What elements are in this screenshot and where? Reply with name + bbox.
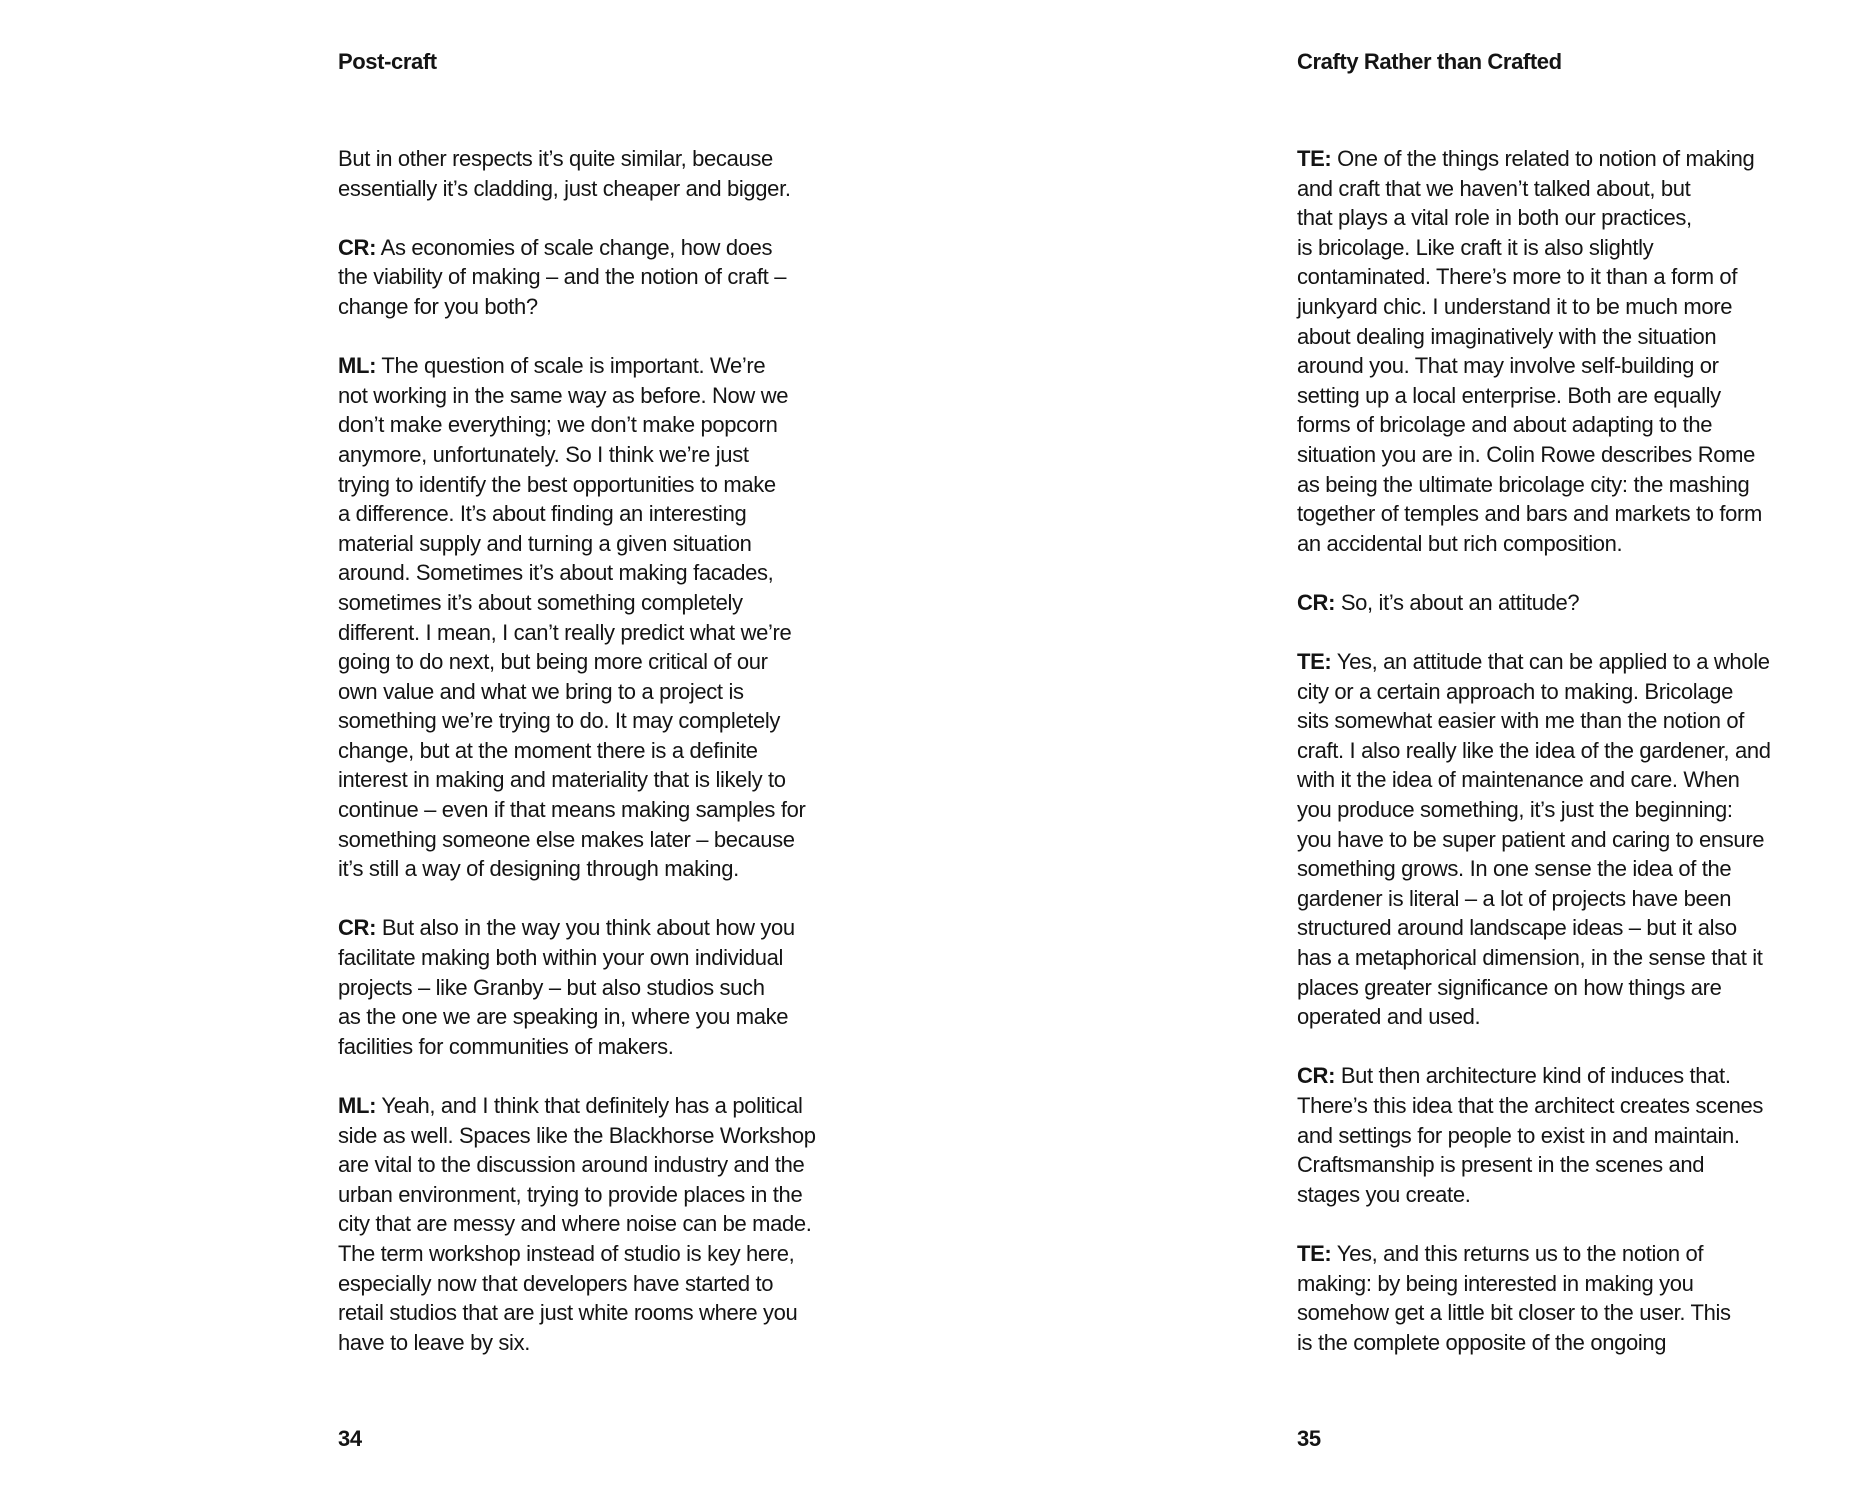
interview-paragraph: [1297, 1239, 1771, 1357]
text-line: [338, 233, 816, 263]
speaker-label: CR:: [338, 915, 377, 941]
line-text: sometimes it’s about something completely: [338, 589, 743, 615]
text-line: [1297, 292, 1771, 322]
text-line: [1297, 765, 1771, 795]
line-text: places greater significance on how things are: [1297, 974, 1722, 1000]
text-line: [338, 381, 816, 411]
line-text: is bricolage. Like craft it is also slightly: [1297, 234, 1654, 260]
line-text: are vital to the discussion around industry and the: [338, 1152, 805, 1178]
speaker-label: CR:: [338, 234, 377, 260]
line-text: as the one we are speaking in, where you make: [338, 1004, 789, 1030]
line-text: around. Sometimes it’s about making facades,: [338, 560, 774, 586]
text-line: [1297, 499, 1771, 529]
line-text: craft. I also really like the idea of the gardener, and: [1297, 737, 1771, 763]
text-line: [1297, 351, 1771, 381]
line-text: There’s this idea that the architect creates scenes: [1297, 1093, 1764, 1118]
text-line: [1297, 529, 1771, 559]
line-text: setting up a local enterprise. Both are equally: [1297, 382, 1721, 408]
speaker-label: CR:: [1297, 589, 1336, 615]
interview-paragraph: [1297, 1061, 1771, 1209]
line-text: an accidental but rich composition.: [1297, 530, 1623, 556]
text-line: [1297, 588, 1771, 618]
line-text: Yes, and this returns us to the notion of: [1336, 1240, 1704, 1266]
line-text: Yes, an attitude that can be applied to a whole: [1336, 649, 1770, 675]
page-number: 35: [1297, 1426, 1321, 1451]
line-text: together of temples and bars and markets to form: [1297, 501, 1762, 527]
line-text: But then architecture kind of induces that.: [1340, 1063, 1731, 1089]
line-text: change for you both?: [338, 293, 538, 319]
line-text: and settings for people to exist in and maintain.: [1297, 1122, 1740, 1148]
line-text: The question of scale is important. We’re: [381, 353, 766, 379]
text-line: [338, 410, 816, 440]
left-page: [338, 0, 898, 1500]
line-text: junkyard chic. I understand it to be much more: [1297, 293, 1733, 319]
line-text: not working in the same way as before. Now we: [338, 382, 789, 408]
text-line: [1297, 322, 1771, 352]
text-line: [338, 499, 816, 529]
text-line: [338, 736, 816, 766]
line-text: change, but at the moment there is a definite: [338, 737, 758, 763]
speaker-label: TE:: [1297, 1240, 1332, 1266]
text-line: [338, 1032, 816, 1062]
text-line: [1297, 913, 1771, 943]
text-line: [1297, 1298, 1771, 1328]
text-line: [338, 262, 816, 292]
text-line: [338, 677, 816, 707]
line-text: So, it’s about an attitude?: [1340, 589, 1580, 615]
text-line: [338, 529, 816, 559]
speaker-label: ML:: [338, 1093, 377, 1118]
line-text: a difference. It’s about finding an interesting: [338, 501, 747, 527]
text-line: [1297, 884, 1771, 914]
line-text: operated and used.: [1297, 1004, 1481, 1030]
text-line: [338, 1121, 816, 1151]
line-text: gardener is literal – a lot of projects have been: [1297, 885, 1732, 911]
line-text: facilities for communities of makers.: [338, 1033, 674, 1059]
text-line: [1297, 647, 1771, 677]
text-line: [338, 292, 816, 322]
line-text: But in other respects it’s quite similar, because: [338, 146, 773, 171]
text-line: [1297, 1239, 1771, 1269]
line-text: situation you are in. Colin Rowe describes Rome: [1297, 441, 1756, 467]
text-line: [1297, 706, 1771, 736]
text-line: [1297, 1061, 1771, 1091]
interview-paragraph: [338, 913, 816, 1061]
text-line: [338, 973, 816, 1003]
text-line: [338, 943, 816, 973]
line-text: you produce something, it’s just the beginning:: [1297, 797, 1733, 823]
text-line: [1297, 1269, 1771, 1299]
text-line: [338, 470, 816, 500]
line-text: something someone else makes later – because: [338, 826, 795, 852]
text-line: [1297, 381, 1771, 411]
text-line: [1297, 174, 1771, 204]
line-text: different. I mean, I can’t really predict what we’re: [338, 619, 792, 645]
interview-paragraph: [1297, 588, 1771, 618]
interview-paragraph: [338, 233, 816, 322]
text-line: [338, 1269, 816, 1299]
text-line: [1297, 677, 1771, 707]
text-line: [338, 174, 816, 204]
line-text: and craft that we haven’t talked about, but: [1297, 175, 1691, 201]
line-text: structured around landscape ideas – but it also: [1297, 915, 1737, 941]
text-line: [338, 913, 816, 943]
text-line: [338, 1150, 816, 1180]
paragraph: [338, 144, 816, 203]
text-line: [1297, 973, 1771, 1003]
line-text: material supply and turning a given situation: [338, 530, 752, 556]
line-text: anymore, unfortunately. So I think we’re just: [338, 441, 749, 467]
interview-paragraph: [1297, 144, 1771, 558]
line-text: something we’re trying to do. It may completely: [338, 708, 781, 734]
text-line: [338, 144, 816, 174]
speaker-label: ML:: [338, 353, 377, 379]
line-text: around you. That may involve self-building or: [1297, 353, 1719, 379]
speaker-label: CR:: [1297, 1063, 1336, 1089]
line-text: stages you create.: [1297, 1181, 1471, 1207]
text-line: [338, 854, 816, 884]
text-line: [338, 765, 816, 795]
text-line: [338, 647, 816, 677]
text-line: [1297, 825, 1771, 855]
line-text: it’s still a way of designing through making.: [338, 856, 739, 882]
page-number: 34: [338, 1426, 362, 1451]
line-text: As economies of scale change, how does: [380, 234, 773, 260]
running-head: Post-craft: [338, 49, 437, 74]
text-line: [338, 1328, 816, 1358]
text-line: [338, 1180, 816, 1210]
running-head: Crafty Rather than Crafted: [1297, 49, 1562, 74]
text-line: [338, 795, 816, 825]
line-text: own value and what we bring to a project is: [338, 678, 744, 704]
line-text: have to leave by six.: [338, 1329, 530, 1355]
text-line: [338, 1239, 816, 1269]
text-line: [338, 1091, 816, 1121]
line-text: side as well. Spaces like the Blackhorse Workshop: [338, 1122, 816, 1148]
line-text: contaminated. There’s more to it than a form of: [1297, 264, 1738, 290]
speaker-label: TE:: [1297, 649, 1332, 675]
text-line: [338, 1002, 816, 1032]
text-line: [1297, 1002, 1771, 1032]
text-line: [338, 618, 816, 648]
interview-paragraph: [338, 351, 816, 884]
text-line: [1297, 1180, 1771, 1210]
line-text: sits somewhat easier with me than the notion of: [1297, 708, 1745, 734]
text-line: [1297, 1150, 1771, 1180]
line-text: the viability of making – and the notion of craft –: [338, 264, 787, 290]
line-text: as being the ultimate bricolage city: the mashing: [1297, 471, 1750, 497]
line-text: facilitate making both within your own individual: [338, 945, 784, 971]
text-line: [1297, 943, 1771, 973]
body-text: [1297, 144, 1771, 1357]
speaker-label: TE:: [1297, 146, 1332, 171]
line-text: projects – like Granby – but also studios such: [338, 974, 765, 1000]
line-text: interest in making and materiality that is likely to: [338, 767, 786, 793]
line-text: But also in the way you think about how you: [381, 915, 795, 941]
line-text: something grows. In one sense the idea of the: [1297, 856, 1732, 882]
line-text: has a metaphorical dimension, in the sense that it: [1297, 945, 1763, 971]
line-text: Yeah, and I think that definitely has a political: [381, 1093, 803, 1118]
text-line: [1297, 1328, 1771, 1358]
line-text: trying to identify the best opportunities to make: [338, 471, 776, 497]
text-line: [1297, 233, 1771, 263]
line-text: don’t make everything; we don’t make popcorn: [338, 412, 778, 438]
text-line: [1297, 795, 1771, 825]
line-text: is the complete opposite of the ongoing: [1297, 1329, 1667, 1355]
text-line: [1297, 470, 1771, 500]
text-line: [338, 1209, 816, 1239]
text-line: [1297, 736, 1771, 766]
line-text: retail studios that are just white rooms where you: [338, 1300, 798, 1326]
text-line: [1297, 440, 1771, 470]
body-text: [338, 144, 816, 1357]
text-line: [1297, 854, 1771, 884]
line-text: with it the idea of maintenance and care. When: [1297, 767, 1740, 793]
text-line: [338, 1298, 816, 1328]
line-text: Craftsmanship is present in the scenes and: [1297, 1152, 1705, 1178]
line-text: making: by being interested in making you: [1297, 1270, 1694, 1296]
right-page: [1297, 0, 1857, 1500]
text-line: [1297, 203, 1771, 233]
text-line: [338, 351, 816, 381]
text-line: [338, 706, 816, 736]
line-text: you have to be super patient and caring to ensure: [1297, 826, 1765, 852]
line-text: One of the things related to notion of making: [1337, 146, 1755, 171]
line-text: about dealing imaginatively with the situation: [1297, 323, 1717, 349]
line-text: city or a certain approach to making. Bricolage: [1297, 678, 1734, 704]
text-line: [338, 558, 816, 588]
text-line: [1297, 1091, 1771, 1121]
interview-paragraph: [1297, 647, 1771, 1032]
text-line: [338, 588, 816, 618]
line-text: continue – even if that means making samples for: [338, 797, 806, 823]
text-line: [1297, 410, 1771, 440]
line-text: city that are messy and where noise can be made.: [338, 1211, 812, 1237]
line-text: that plays a vital role in both our practices,: [1297, 205, 1692, 231]
line-text: forms of bricolage and about adapting to the: [1297, 412, 1713, 438]
text-line: [338, 825, 816, 855]
line-text: somehow get a little bit closer to the user. This: [1297, 1300, 1731, 1326]
text-line: [338, 440, 816, 470]
text-line: [1297, 144, 1771, 174]
text-line: [1297, 262, 1771, 292]
line-text: especially now that developers have started to: [338, 1270, 774, 1296]
line-text: essentially it’s cladding, just cheaper and bigger.: [338, 175, 791, 201]
line-text: urban environment, trying to provide places in the: [338, 1181, 803, 1207]
text-line: [1297, 1121, 1771, 1151]
line-text: going to do next, but being more critical of our: [338, 649, 768, 675]
line-text: The term workshop instead of studio is key here,: [338, 1240, 795, 1266]
interview-paragraph: [338, 1091, 816, 1357]
